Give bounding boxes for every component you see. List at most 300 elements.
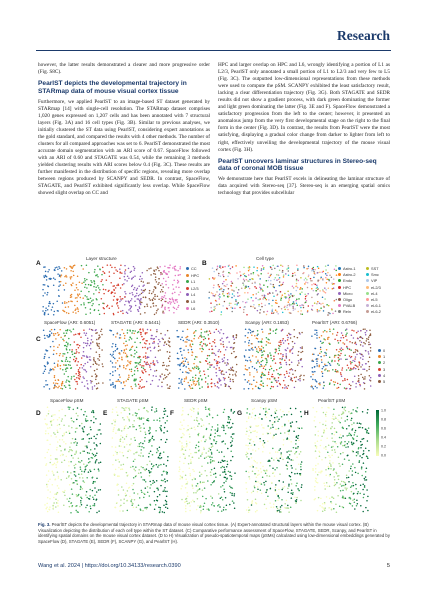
cluster-dot: [145, 343, 147, 345]
cell-dot: [263, 267, 265, 269]
cluster-dot: [259, 348, 261, 350]
psm-dot: [245, 444, 247, 446]
cluster-dot: [275, 349, 277, 351]
cluster-dot: [112, 362, 114, 364]
psm-panel-title: PearlST pSM: [318, 398, 346, 403]
psm-dot: [145, 487, 147, 489]
cell-dot: [125, 293, 127, 295]
cluster-dot: [252, 366, 254, 368]
psm-dot: [88, 462, 90, 464]
cell-dot: [46, 279, 48, 281]
psm-dot: [132, 502, 134, 504]
psm-dot: [167, 460, 169, 462]
cluster-dot: [190, 379, 192, 381]
psm-dot: [195, 447, 197, 449]
cluster-dot: [230, 388, 232, 390]
clustering-panel-title: SEDR (ARI: 0.3510): [178, 320, 220, 325]
cell-dot: [153, 305, 155, 307]
psm-dot: [278, 450, 280, 452]
cluster-dot: [211, 345, 213, 347]
cluster-dot: [338, 357, 340, 359]
psm-dot: [67, 471, 69, 473]
cluster-dot: [338, 354, 340, 356]
cell-dot: [78, 311, 80, 313]
cell-dot: [290, 293, 292, 295]
cell-dot: [267, 286, 269, 288]
cluster-dot: [366, 330, 368, 332]
psm-dot: [200, 512, 202, 514]
psm-dot: [297, 446, 299, 448]
cell-dot: [95, 287, 97, 289]
cluster-dot: [319, 337, 321, 339]
cell-dot: [168, 276, 170, 278]
psm-dot: [290, 459, 292, 461]
psm-dot: [291, 450, 293, 452]
cluster-dot: [209, 330, 211, 332]
psm-dot: [157, 450, 159, 452]
cell-dot: [257, 267, 259, 269]
psm-dot: [329, 457, 331, 459]
psm-dot: [85, 507, 87, 509]
psm-dot: [290, 492, 292, 494]
psm-dot: [295, 408, 297, 410]
psm-dot: [163, 411, 165, 413]
psm-dot: [256, 431, 258, 433]
cluster-dot: [126, 348, 128, 350]
psm-dot: [75, 431, 77, 433]
psm-dot: [116, 454, 118, 456]
section-heading-laminar: PearlST uncovers laminar structures in Stereo-seq data of coronal MOB tissue: [218, 157, 377, 173]
cell-dot: [163, 296, 165, 298]
cell-dot: [88, 302, 90, 304]
cluster-dot: [316, 360, 318, 362]
psm-dot: [120, 412, 122, 414]
cluster-dot: [216, 365, 218, 367]
cluster-dot: [203, 336, 205, 338]
psm-dot: [287, 457, 289, 459]
cluster-dot: [76, 364, 78, 366]
cluster-dot: [299, 380, 301, 382]
cell-dot: [304, 283, 306, 285]
psm-dot: [118, 494, 120, 496]
psm-dot: [273, 503, 275, 505]
psm-dot: [230, 487, 232, 489]
legend-entry: [378, 360, 385, 365]
psm-dot: [160, 452, 162, 454]
psm-dot: [368, 427, 370, 429]
psm-dot: [47, 497, 49, 499]
psm-dot: [133, 468, 135, 470]
cluster-dot: [271, 368, 273, 370]
cell-dot: [233, 290, 235, 292]
cell-dot: [292, 273, 294, 275]
psm-dot: [263, 440, 265, 442]
cluster-dot: [235, 356, 237, 358]
psm-dot: [197, 420, 199, 422]
cluster-dot: [287, 335, 289, 337]
cluster-dot: [169, 386, 171, 388]
cluster-dot: [44, 356, 46, 358]
cell-dot: [327, 264, 329, 266]
cell-dot: [210, 307, 212, 309]
psm-dot: [194, 420, 196, 422]
psm-dot: [85, 420, 87, 422]
cluster-dot: [366, 370, 368, 372]
cluster-dot: [131, 368, 133, 370]
psm-dot: [58, 410, 60, 412]
cluster-dot: [345, 388, 347, 390]
cell-dot: [325, 292, 327, 294]
psm-dot: [361, 438, 363, 440]
cluster-dot: [62, 388, 64, 390]
cell-dot: [163, 312, 165, 314]
cell-dot: [131, 298, 133, 300]
psm-dot: [158, 507, 160, 509]
psm-dot: [57, 471, 59, 473]
cluster-dot: [360, 366, 362, 368]
cell-dot: [284, 293, 286, 295]
psm-dot: [189, 505, 191, 507]
cluster-dot: [234, 342, 236, 344]
cluster-dot: [145, 362, 147, 364]
cell-dot: [129, 293, 131, 295]
psm-dot: [80, 452, 82, 454]
cluster-dot: [138, 387, 140, 389]
psm-dot: [246, 452, 248, 454]
psm-dot: [68, 425, 70, 427]
cluster-dot: [84, 385, 86, 387]
psm-dot: [89, 453, 91, 455]
psm-dot: [131, 499, 133, 501]
cluster-dot: [288, 343, 290, 345]
cluster-dot: [327, 337, 329, 339]
psm-dot: [134, 459, 136, 461]
cluster-dot: [206, 361, 208, 363]
psm-dot: [246, 431, 248, 433]
cluster-dot: [179, 363, 181, 365]
cluster-dot: [139, 362, 141, 364]
cluster-dot: [118, 379, 120, 381]
cluster-dot: [334, 355, 336, 357]
psm-dot: [65, 443, 67, 445]
cluster-dot: [301, 346, 303, 348]
psm-dot: [160, 439, 162, 441]
cell-dot: [275, 277, 277, 279]
cell-dot: [98, 304, 100, 306]
cell-dot: [77, 275, 79, 277]
cell-dot: [48, 305, 50, 307]
cell-dot: [298, 280, 300, 282]
cluster-dot: [130, 330, 132, 332]
cell-dot: [96, 298, 98, 300]
cluster-dot: [221, 337, 223, 339]
psm-dot: [64, 434, 66, 436]
cluster-dot: [275, 380, 277, 382]
cluster-dot: [98, 345, 100, 347]
psm-dot: [284, 432, 286, 434]
cluster-dot: [286, 356, 288, 358]
psm-dot: [361, 475, 363, 477]
cluster-dot: [327, 339, 329, 341]
cluster-dot: [153, 347, 155, 349]
cell-dot: [91, 305, 93, 307]
cell-dot: [42, 289, 44, 291]
cell-dot: [61, 274, 63, 276]
cell-dot: [325, 273, 327, 275]
cluster-dot: [340, 337, 342, 339]
cell-dot: [174, 302, 176, 304]
cell-dot: [103, 289, 105, 291]
cell-dot: [288, 267, 290, 269]
psm-dot: [348, 470, 350, 472]
cell-dot: [259, 299, 261, 301]
cluster-dot: [191, 349, 193, 351]
citation-link[interactable]: Wang et al. 2024 | https://doi.org/10.34133/research.0390: [38, 563, 181, 569]
cluster-dot: [119, 374, 121, 376]
psm-dot: [151, 463, 153, 465]
legend-entry: [366, 297, 378, 302]
cluster-dot: [273, 356, 275, 358]
psm-dot: [334, 441, 336, 443]
psm-dot: [98, 429, 100, 431]
cell-dot: [167, 302, 169, 304]
cluster-dot: [198, 377, 200, 379]
cluster-dot: [139, 381, 141, 383]
cell-dot: [120, 299, 122, 301]
psm-dot: [69, 506, 71, 508]
psm-dot: [336, 511, 338, 513]
psm-dot: [69, 407, 71, 409]
psm-dot: [342, 490, 344, 492]
cluster-dot: [249, 359, 251, 361]
psm-dot: [267, 441, 269, 443]
psm-dot: [189, 468, 191, 470]
cell-dot: [230, 268, 232, 270]
psm-dot: [338, 487, 340, 489]
psm-dot: [346, 487, 348, 489]
cell-dot: [224, 301, 226, 303]
psm-dot: [320, 472, 322, 474]
cluster-dot: [143, 338, 145, 340]
psm-dot: [361, 457, 363, 459]
psm-dot: [156, 408, 158, 410]
psm-dot: [215, 476, 217, 478]
psm-dot: [193, 501, 195, 503]
psm-dot: [333, 468, 335, 470]
psm-dot: [276, 494, 278, 496]
cluster-dot: [184, 357, 186, 359]
psm-dot: [88, 441, 90, 443]
cell-dot: [251, 297, 253, 299]
psm-dot: [50, 422, 52, 424]
cluster-dot: [340, 372, 342, 374]
psm-dot: [93, 412, 95, 414]
cluster-dot: [74, 353, 76, 355]
cluster-dot: [74, 356, 76, 358]
psm-dot: [151, 409, 153, 411]
psm-dot: [346, 477, 348, 479]
cluster-dot: [138, 384, 140, 386]
cluster-dot: [271, 386, 273, 388]
cluster-dot: [156, 329, 158, 331]
cell-dot: [266, 299, 268, 301]
psm-dot: [267, 425, 269, 427]
psm-dot: [49, 506, 51, 508]
psm-dot: [115, 419, 117, 421]
psm-dot: [334, 434, 336, 436]
psm-dot: [281, 505, 283, 507]
psm-dot: [367, 409, 369, 411]
cell-dot: [243, 267, 245, 269]
cluster-dot: [257, 333, 259, 335]
psm-dot: [287, 462, 289, 464]
cluster-dot: [165, 368, 167, 370]
psm-dot: [203, 424, 205, 426]
cell-dot: [98, 310, 100, 312]
psm-dot: [61, 418, 63, 420]
cluster-dot: [261, 355, 263, 357]
cell-dot: [273, 284, 275, 286]
cluster-dot: [352, 360, 354, 362]
cluster-dot: [351, 362, 353, 364]
cell-dot: [208, 297, 210, 299]
cell-dot: [331, 282, 333, 284]
cluster-dot: [50, 368, 52, 370]
cluster-dot: [360, 357, 362, 359]
cell-dot: [154, 286, 156, 288]
psm-dot: [71, 420, 73, 422]
psm-dot: [118, 467, 120, 469]
psm-dot: [249, 442, 251, 444]
psm-dot: [348, 497, 350, 499]
psm-dot: [162, 511, 164, 513]
cell-dot: [64, 302, 66, 304]
psm-dot: [205, 409, 207, 411]
psm-dot: [280, 448, 282, 450]
cell-dot: [156, 312, 158, 314]
psm-dot: [89, 498, 91, 500]
cell-dot: [327, 314, 329, 316]
psm-dot: [323, 412, 325, 414]
clustering-plot: [176, 328, 238, 390]
psm-dot: [130, 467, 132, 469]
cluster-dot: [230, 347, 232, 349]
cell-dot: [90, 308, 92, 310]
psm-dot: [59, 424, 61, 426]
psm-dot: [47, 484, 49, 486]
cell-dot: [66, 312, 68, 314]
cell-dot: [137, 309, 139, 311]
psm-dot: [342, 426, 344, 428]
psm-dot: [72, 438, 74, 440]
psm-dot: [248, 471, 250, 473]
cluster-dot: [220, 343, 222, 345]
cluster-dot: [94, 385, 96, 387]
cluster-dot: [127, 332, 128, 334]
psm-dot: [338, 479, 340, 481]
psm-dot: [334, 479, 336, 481]
psm-dot: [325, 448, 327, 450]
psm-dot: [359, 493, 361, 495]
psm-dot: [189, 436, 191, 438]
cell-dot: [168, 307, 170, 309]
cell-dot: [72, 271, 74, 273]
cluster-dot: [150, 369, 152, 371]
cell-dot: [237, 302, 239, 304]
cell-dot: [110, 264, 112, 266]
cluster-dot: [301, 358, 303, 360]
psm-dot: [245, 482, 247, 484]
psm-dot: [193, 408, 195, 410]
psm-dot: [86, 464, 88, 466]
psm-dot: [149, 460, 151, 462]
legend-swatch: [366, 267, 369, 270]
cluster-dot: [289, 359, 291, 361]
cell-dot: [57, 273, 59, 275]
psm-dot: [364, 479, 366, 481]
cluster-dot: [147, 363, 149, 365]
cell-dot: [80, 304, 82, 306]
psm-dot: [142, 467, 144, 469]
cluster-dot: [112, 375, 114, 377]
cluster-dot: [280, 374, 282, 376]
cluster-dot: [136, 338, 138, 340]
psm-dot: [134, 437, 136, 439]
cell-dot: [107, 264, 109, 266]
psm-dot: [164, 491, 166, 493]
psm-dot: [185, 456, 187, 458]
psm-dot: [229, 475, 231, 477]
cell-dot: [122, 284, 124, 286]
cluster-dot: [87, 342, 89, 344]
psm-dot: [254, 408, 256, 410]
cluster-dot: [273, 358, 275, 360]
cluster-dot: [332, 333, 334, 335]
psm-dot: [194, 478, 196, 480]
psm-dot: [143, 428, 145, 430]
cluster-dot: [244, 379, 246, 381]
psm-dot: [49, 444, 51, 446]
cluster-dot: [58, 379, 60, 381]
cluster-dot: [225, 385, 227, 387]
psm-dot: [50, 435, 52, 437]
psm-dot: [215, 473, 217, 475]
cell-dot: [242, 301, 244, 303]
cluster-dot: [318, 366, 320, 368]
cluster-dot: [282, 338, 284, 340]
cluster-dot: [211, 382, 213, 384]
legend-label: 1: [383, 354, 386, 360]
cluster-dot: [144, 369, 146, 371]
psm-dot: [47, 511, 49, 513]
cluster-dot: [112, 366, 114, 368]
psm-dot: [148, 430, 150, 432]
cluster-dot: [233, 370, 235, 372]
psm-dot: [266, 508, 268, 510]
cluster-dot: [280, 342, 282, 344]
cluster-dot: [316, 337, 318, 339]
cluster-dot: [220, 329, 222, 331]
cell-dot: [307, 282, 309, 284]
cluster-dot: [82, 367, 84, 369]
psm-dot: [214, 505, 216, 507]
cell-dot: [58, 286, 60, 288]
cluster-dot: [278, 341, 280, 343]
cluster-dot: [184, 381, 186, 383]
cell-dot: [139, 278, 141, 280]
psm-dot: [232, 487, 234, 489]
cluster-dot: [159, 379, 161, 381]
